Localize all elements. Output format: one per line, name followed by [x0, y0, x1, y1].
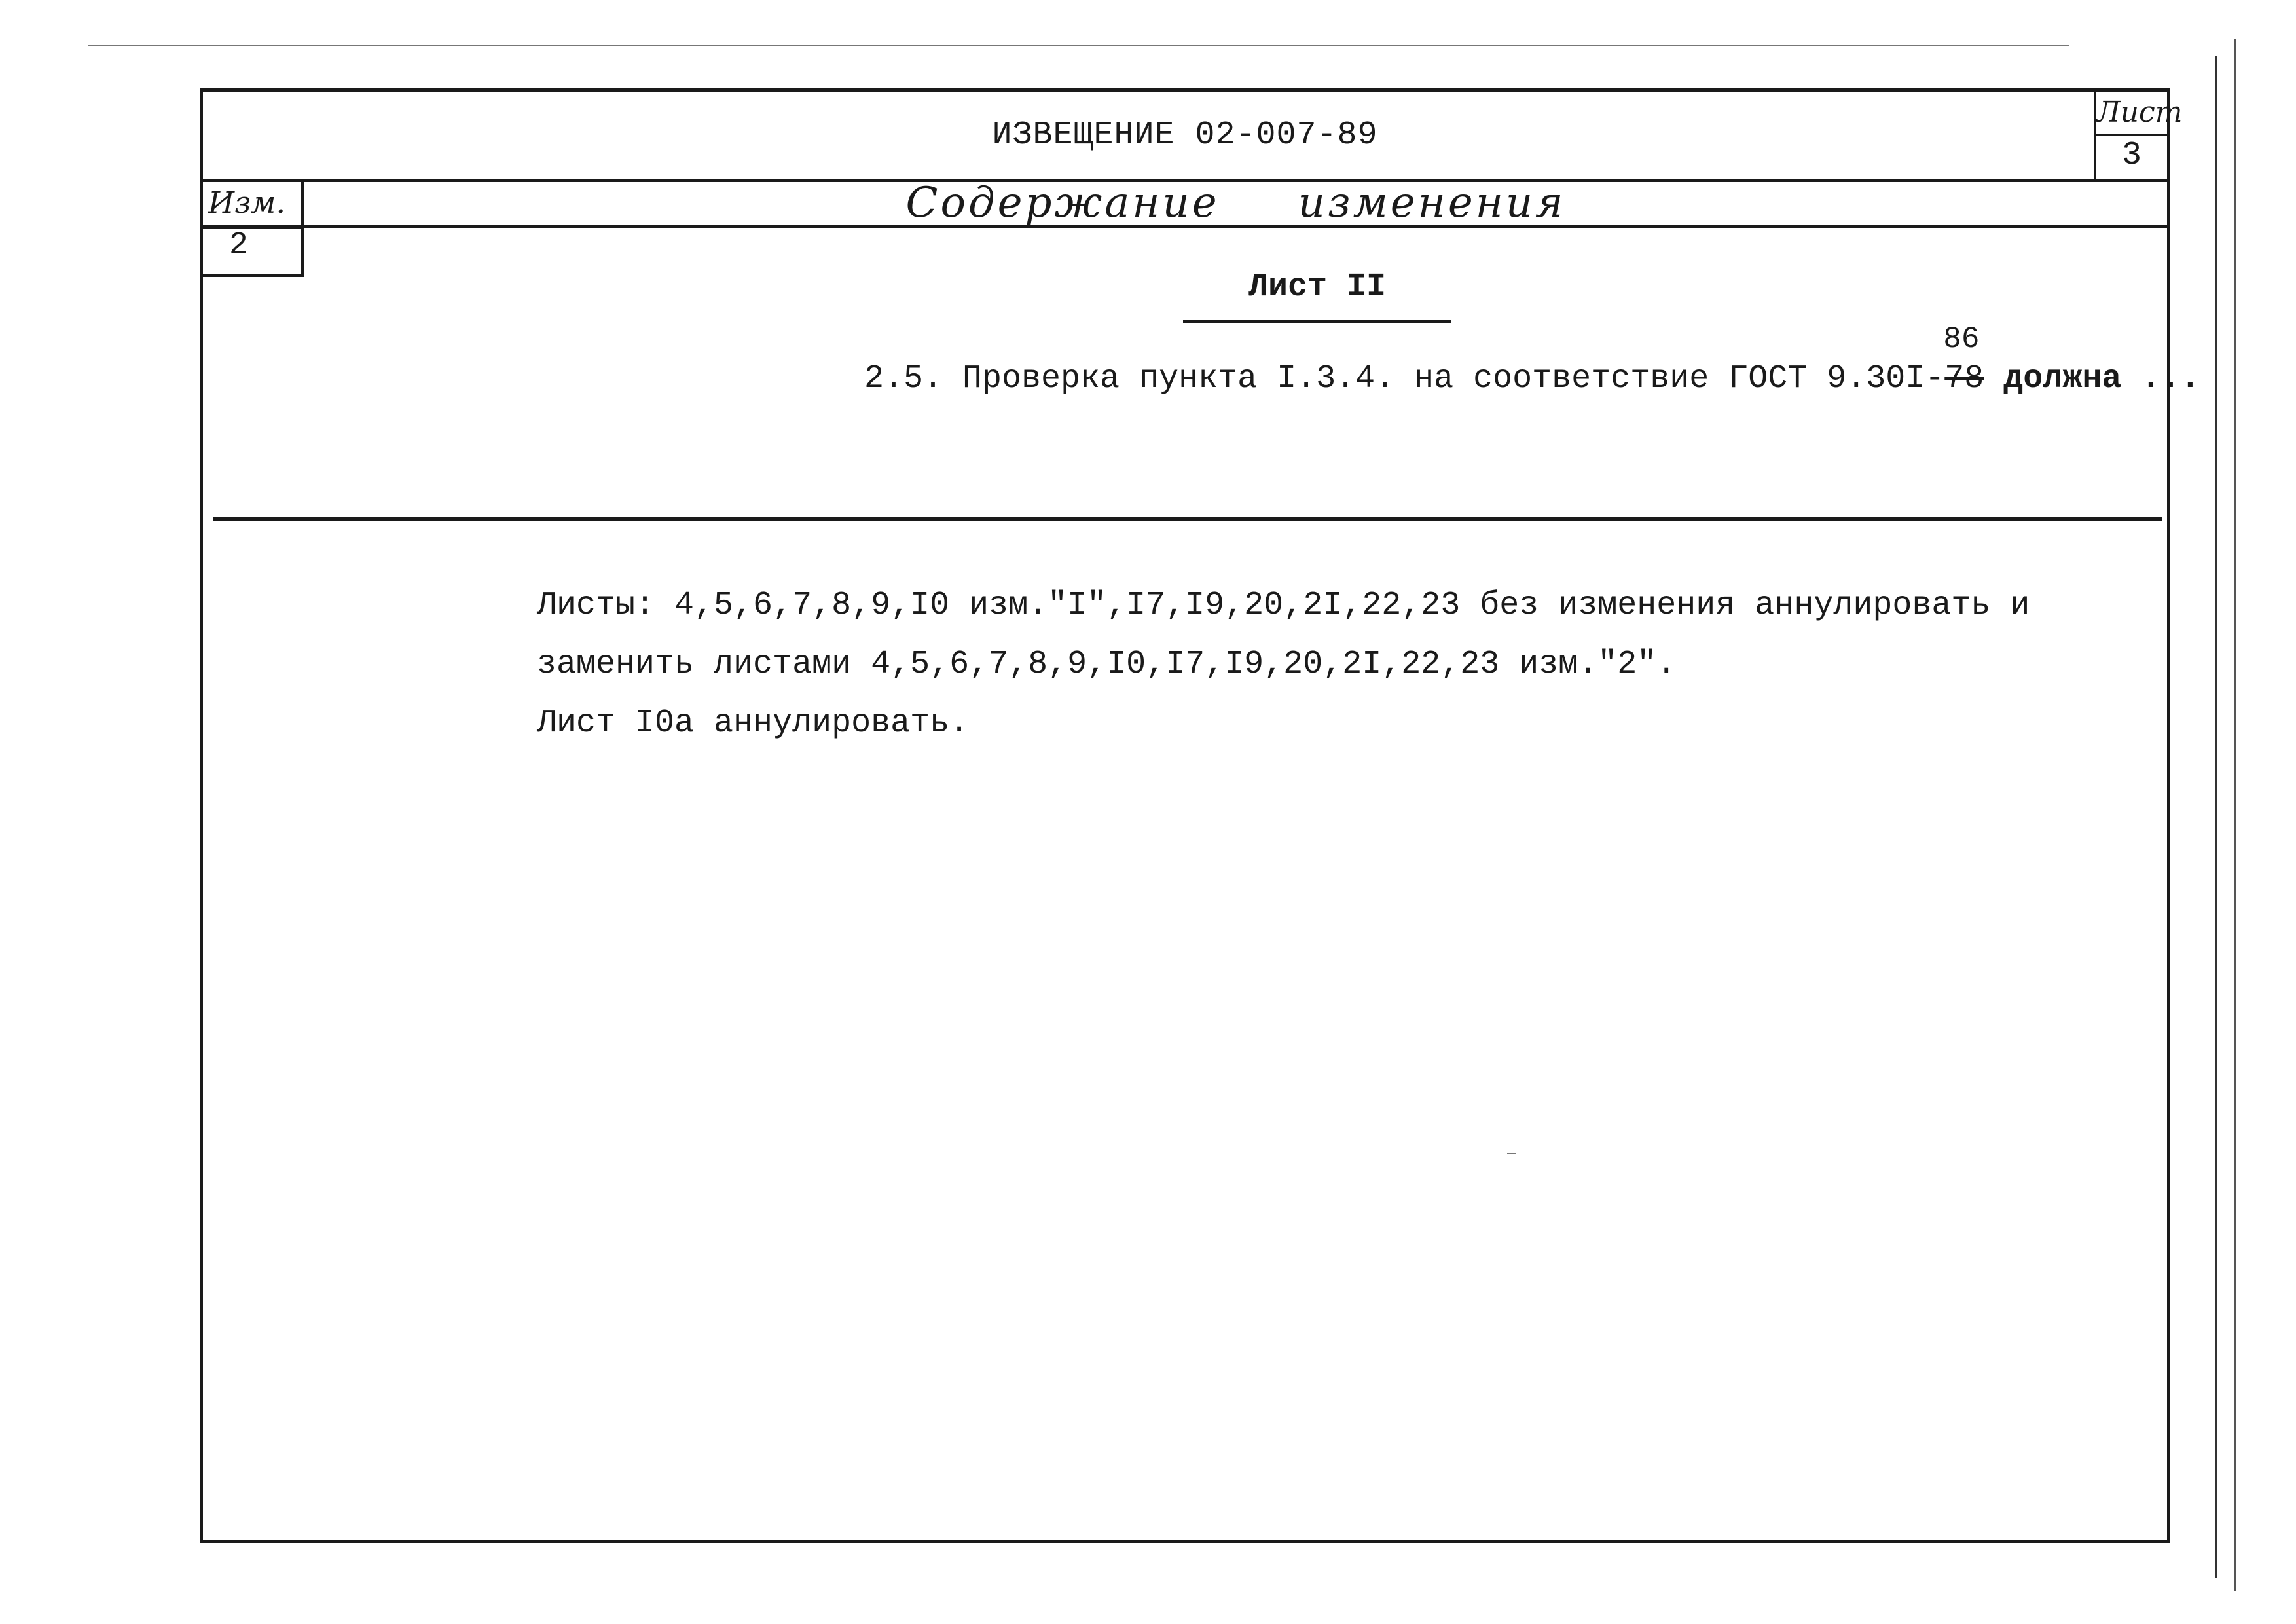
- notice-header-row: [203, 92, 2183, 182]
- content-title-word2: изменения: [1298, 179, 1566, 227]
- change-number-box: [203, 179, 304, 277]
- top-scan-rule: [88, 45, 2069, 46]
- sheet-number-box: [2094, 92, 2183, 179]
- sheet-number: 3: [2121, 137, 2141, 174]
- sheet-label: Лист: [2096, 92, 2167, 136]
- standard-year-old: 78: [1944, 360, 1984, 397]
- body-line-1: Листы: 4,5,6,7,8,9,I0 изм."I",I7,I9,20,2I,22,23 без изменения аннулировать и: [537, 587, 2030, 624]
- right-binding-rule: [2215, 56, 2217, 1578]
- scan-mark: [1507, 1153, 1516, 1154]
- notice-title: ИЗВЕЩЕНИЕ 02-007-89: [992, 117, 1378, 154]
- sheet-heading: Лист II: [1183, 268, 1451, 323]
- body-line-2: заменить листами 4,5,6,7,8,9,I0,I7,I9,20,2I,22,23 изм."2".: [537, 646, 1677, 683]
- document-frame: [200, 88, 2200, 1543]
- content-title-word1: Содержание: [905, 179, 1220, 227]
- item-2-5-suffix: должна ...: [1984, 360, 2200, 397]
- item-2-5-line: [864, 322, 2200, 397]
- item-2-5-prefix: 2.5. Проверка пункта I.3.4. на соответствие ГОСТ 9.30I-: [864, 360, 1945, 397]
- standard-year: [1943, 322, 1984, 397]
- content-title: [304, 179, 2167, 228]
- right-edge-rule: [2234, 39, 2236, 1591]
- change-label: Изм.: [203, 179, 301, 229]
- content-title-row: [203, 179, 2167, 263]
- section-divider: [213, 517, 2162, 521]
- standard-year-new: 86: [1943, 322, 1980, 356]
- body-text: [537, 576, 2030, 753]
- body-line-3: Лист I0а аннулировать.: [537, 705, 970, 742]
- change-number: 2: [229, 228, 248, 263]
